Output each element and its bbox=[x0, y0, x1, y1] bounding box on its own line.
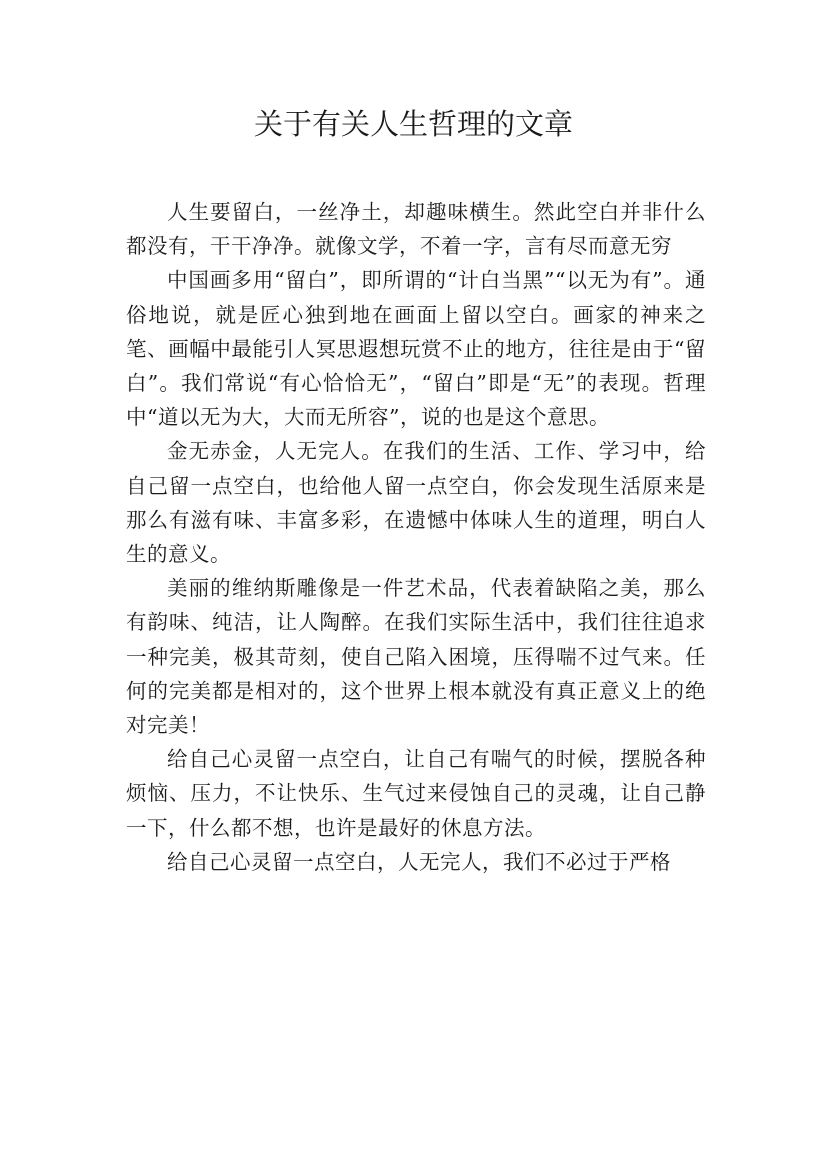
paragraph: 金无赤金，人无完人。在我们的生活、工作、学习中，给自己留一点空白，也给他人留一点空白，你会发现生活原来是那么有滋有味、丰富多彩，在遗憾中体味人生的道理，明白人生的意义。 bbox=[126, 439, 706, 567]
paragraph: 给自己心灵留一点空白，让自己有喘气的时候，摆脱各种烦恼、压力，不让快乐、生气过来侵蚀自己的灵魂，让自己静一下，什么都不想，也许是最好的休息方法。 bbox=[126, 747, 706, 840]
document-body bbox=[126, 195, 706, 879]
paragraph: 中国画多用“留白”，即所谓的“计白当黑”“以无为有”。通俗地说，就是匠心独到地在画面上留以空白。画家的神来之笔、画幅中最能引人冥思遐想玩赏不止的地方，往往是由于“留白”。我们常说“有心恰恰无”，“留白”即是“无”的表现。哲理中“道以无为大，大而无所容”，说的也是这个意思。 bbox=[126, 268, 706, 430]
paragraph: 美丽的维纳斯雕像是一件艺术品，代表着缺陷之美，那么有韵味、纯洁，让人陶醉。在我们实际生活中，我们往往追求一种完美，极其苛刻，使自己陷入困境，压得喘不过气来。任何的完美都是相对的，这个世界上根本就没有真正意义上的绝对完美！ bbox=[126, 576, 706, 738]
paragraph: 给自己心灵留一点空白，人无完人，我们不必过于严格 bbox=[167, 849, 671, 874]
paragraph: 人生要留白，一丝净土，却趣味横生。然此空白并非什么都没有，干干净净。就像文学，不着一字，言有尽而意无穷 bbox=[126, 200, 706, 259]
document-title: 关于有关人生哲理的文章 bbox=[253, 107, 573, 141]
